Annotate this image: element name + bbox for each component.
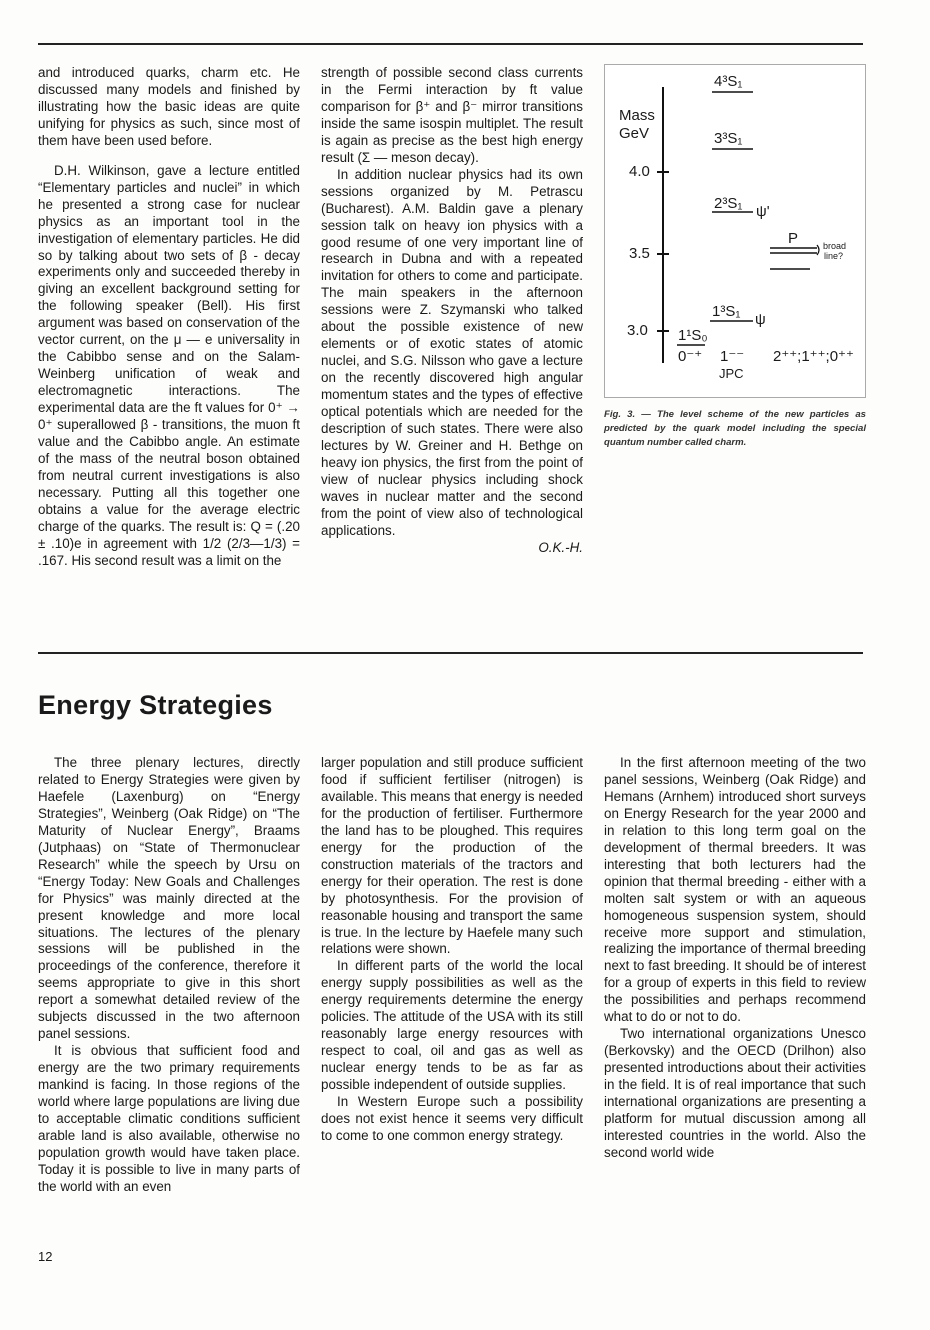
level-label-psi-prime: ψ' <box>756 203 770 220</box>
paragraph: strength of possible second class currents in the Fermi interaction by ft value comparison for β⁺ and β⁻ mirror transitions inside the same isospin multiplet. The result is again as precise as the best high energy result (Σ — meson decay). <box>321 65 583 165</box>
paragraph: D.H. Wilkinson, gave a lecture entitled “Elementary particles and nuclei” in which he presented a strong case for nuclear physics as an important tool in the investigation of elementary particles. He did so by talking about two sets of β - decay experiments only and succeeded thereby in giving an excellent background setting for the following speaker (Bell). His first argument was based on conservation of the vector current, on the μ — e universality in the Cabibbo sense and on the Salam-Weinberg unification of weak and electromagnetic interactions. The experimental data are the ft values for 0⁺ → 0⁺ superallowed β - transitions, the muon ft value and the Cabibbo angle. An estimate of the mass of the neutral boson obtained from neutral current investigations is also necessary. Putting all this together one obtains a value for the average electric charge of the quarks. The result is: Q = (.20 ± .10)e in agreement with 1/2 (2/3—1/3) = .167. His second result was a limit on the <box>38 162 300 568</box>
jpc-axis-label: JPC <box>719 366 744 381</box>
section-rule <box>38 652 863 654</box>
top-column-2 <box>321 65 583 557</box>
level-label-3s: 3³S₁ <box>714 130 743 147</box>
tick-label-3-0: 3.0 <box>627 322 648 339</box>
bottom-column-3 <box>604 755 866 1162</box>
broad-line-note-1: broad <box>823 241 847 251</box>
caption-text: — The level scheme of the new particles as predicted by the quark model including the special quantum number called charm. <box>604 409 867 449</box>
level-label-p: P <box>788 230 799 247</box>
tick-label-3-5: 3.5 <box>629 245 650 262</box>
paragraph: In the first afternoon meeting of the two panel sessions, Weinberg (Oak Ridge) and Hemans (Arnhem) introduced short surveys on Energy Research for the year 2000 and in relation to this long term goal on the development of thermal breeders. It was interesting that both lecturers had the opinion that thermal breeding - either with a molten salt system or with an aqueous homogeneous suspension system, should receive more support and stimulation, realizing the importance of thermal breeding next to fast breeding. It should be of interest for a group of experts in this field to review the possibilities and perhaps recommend what to do or not to do. <box>604 755 866 1025</box>
paragraph: Two international organizations Unesco (Berkovsky) and the OECD (Drilhon) also presented introductions about their activities in the field. It is of real importance that such international organizations are presenting a platform for mutual discussion among all interested countries in the world. Also the second world wide <box>604 1026 866 1160</box>
paragraph: larger population and still produce sufficient food if sufficient fertiliser (nitrogen) is available. This means that energy is needed for the production of fertiliser. Furthermore the land has to be ploughed. This requires energy for the production of the construction materials of the tractors and energy for their operation. The rest is done by photosynthesis. For the provision of reasonable housing and transport the same is true. In the lecture by Haefele many such relations were shown. <box>321 755 583 957</box>
jpc-label-1: 1⁻⁻ <box>720 348 745 365</box>
bottom-column-1 <box>38 755 300 1196</box>
bottom-column-2 <box>321 755 583 1145</box>
paragraph: In addition nuclear physics had its own sessions organized by M. Petrascu (Bucharest). A.M. Baldin gave a plenary session talk on heavy ion physics with a good resume of one very important line of research in Dubna and with a repeated invitation for others to come and participate. The main speakers in the afternoon sessions were Z. Szymanski who talked about the possible existence of new elements or of exotic states of atomic nuclei, and S.G. Nilsson who gave a lecture on the recently discovered high angular momentum states and the types of effective optical potentials which are needed for the description of such states. There were also lectures by W. Greiner and H. Bethge on heavy ion physics, the first from the point of view of nuclear physics including shock waves in nuclear matter and the second from the point of view also of technological applications. <box>321 166 583 538</box>
paragraph: The three plenary lectures, directly related to Energy Strategies were given by Haefele (Laxenburg) on “Energy Strategies”, Weinberg (Oak Ridge) on “The Maturity of Nuclear Energy”, Braams (Jutphaas) on “State of Thermonuclear Research” while the speech by Ursu on “Energy Today: New Goals and Challenges for Physics” was mainly directed at the present knowledge and more local situations. The lectures of the plenary sessions will be published in the proceedings of the conference, therefore it seems appropriate to give in this short report a somewhat detailed review of the subjects discussed in the two afternoon panel sessions. <box>38 755 300 1042</box>
page-number: 12 <box>38 1249 53 1264</box>
axis-title-gev: GeV <box>619 125 650 142</box>
level-label-1s: 1³S₁ <box>712 303 741 320</box>
level-label-4s: 4³S₁ <box>714 73 743 90</box>
axis-title-mass: Mass <box>619 107 655 124</box>
paragraph: In different parts of the world the local energy supply possibilities as well as the energy requirements determine the energy policies. The attitude of the USA with its still reasonably large energy resources with respect to coal, oil and gas as well as nuclear energy tends to be as far as possible independent of outside supplies. <box>321 958 583 1093</box>
section-heading: Energy Strategies <box>38 690 273 720</box>
brace-icon <box>817 245 819 255</box>
paragraph: It is obvious that sufficient food and energy are the two primary requirements mankind is facing. In those regions of the world where large populations are living due to acceptable climatic conditions sufficient arable land is also available, otherwise no population growth would have taken place. Today it is possible to live in many parts of the world with an even <box>38 1043 300 1194</box>
level-label-psi: ψ <box>755 311 766 328</box>
paragraph: and introduced quarks, charm etc. He discussed many models and finished by illustrating how the basic ideas are quite unifying for physics as such, since most of them have been used before. <box>38 65 300 148</box>
broad-line-note-2: line? <box>824 251 844 261</box>
tick-label-4-0: 4.0 <box>629 163 650 180</box>
figure-label: Fig. 3. <box>604 409 636 420</box>
level-label-2s: 2³S₁ <box>714 195 743 212</box>
level-scheme-figure <box>604 64 866 398</box>
top-rule <box>38 43 863 45</box>
jpc-label-2: 2⁺⁺;1⁺⁺;0⁺⁺ <box>773 348 854 365</box>
figure-caption <box>604 408 866 451</box>
top-column-1 <box>38 65 300 570</box>
paragraph: In Western Europe such a possibility does not exist hence it seems very difficult to come to one common energy strategy. <box>321 1094 583 1143</box>
jpc-label-0: 0⁻⁺ <box>678 348 703 365</box>
author-signature: O.K.-H. <box>538 539 583 555</box>
level-label-1s0: 1¹S₀ <box>678 327 708 344</box>
